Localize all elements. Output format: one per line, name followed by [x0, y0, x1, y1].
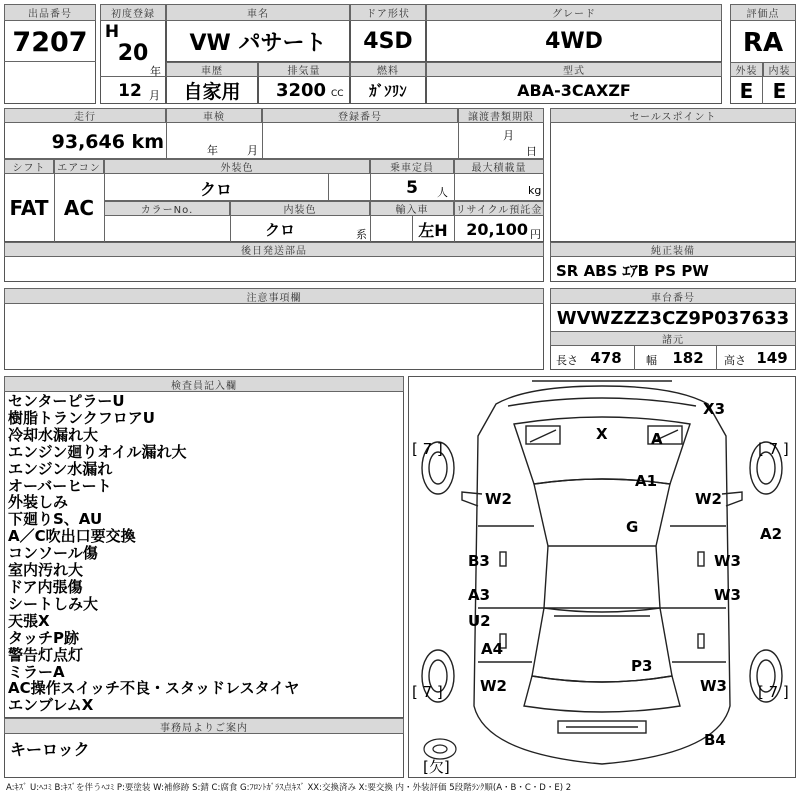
year-unit: 年 [150, 65, 161, 78]
mileage: 93,646 km [51, 131, 164, 153]
model-label: 型式 [426, 62, 722, 77]
mark-a4: A4 [481, 640, 504, 658]
shift: FAT [9, 196, 49, 220]
ext-grade: E [739, 78, 754, 103]
note-item: エンブレムX [8, 696, 94, 715]
damage-code-legend: A:ｷｽﾞ U:ﾍｺﾐ B:ｷｽﾞを伴うﾍｺﾐ P:要塗装 W:補修跡 S:錆 C:腐食 G:ﾌﾛﾝﾄｶﾞﾗｽ点ｷｽﾞ XX:交換済み X:要交換 内・外装評価 5段階ﾗﾝｸ順(A・B・C・D・E) 2 [6, 783, 572, 793]
tread-front-right: [ 7 ] [758, 440, 789, 458]
divider [100, 76, 166, 77]
later-parts-label: 後日発送部品 [4, 242, 544, 257]
displacement-unit: CC [331, 89, 344, 99]
int-color: クロ [264, 220, 295, 239]
recycle-fee: 20,100 [466, 219, 528, 239]
note-item: 外装しみ [8, 493, 69, 512]
divider [230, 216, 231, 242]
mark-g: G [626, 518, 639, 536]
capacity: 5 [406, 178, 418, 198]
recycle-unit: 円 [530, 228, 541, 241]
load-unit: kg [528, 184, 542, 197]
mark-w2-fr: W2 [695, 490, 722, 508]
divider [454, 216, 455, 242]
transfer-day-unit: 日 [526, 145, 537, 158]
car-name-label: 車名 [166, 4, 350, 21]
divider [634, 346, 635, 370]
length: 478 [590, 349, 622, 367]
history: 自家用 [183, 81, 241, 103]
mark-a: A [651, 430, 663, 448]
transfer-label: 譲渡書類期限 [458, 108, 544, 123]
note-item: 天張X [8, 611, 50, 630]
note-item: AC操作スイッチ不良・スタッドレスタイヤ [8, 679, 300, 698]
height: 149 [756, 349, 788, 367]
grade-label: グレード [426, 4, 722, 21]
mark-p3: P3 [631, 657, 653, 675]
note-item: ミラーA [8, 662, 65, 681]
displacement-label: 排気量 [258, 62, 350, 77]
inspection-month-unit: 月 [247, 144, 258, 157]
ac-label: エアコン [54, 159, 104, 174]
color-no-label: カラーNo. [104, 201, 230, 216]
ext-grade-label: 外装 [730, 62, 763, 77]
era: H [104, 22, 120, 42]
office-text: キーロック [10, 739, 90, 759]
mark-b3: B3 [468, 552, 490, 570]
capacity-label: 乗車定員 [370, 159, 454, 174]
inspection-label: 車検 [166, 108, 262, 123]
dims-label: 諸元 [550, 331, 796, 346]
note-item: エンジン水漏れ [8, 459, 113, 478]
mark-w3-fr: W3 [714, 552, 741, 570]
spare-tire-status: [欠] [423, 758, 450, 776]
options: SR ABS ｴｱB PS PW [556, 261, 709, 280]
note-item: タッチP跡 [8, 628, 79, 647]
reg-year: 20 [117, 40, 149, 66]
inspector-notes [8, 393, 398, 714]
import-steering: 左H [418, 220, 448, 240]
mark-x3: X3 [703, 400, 726, 418]
note-item: ドア内張傷 [8, 577, 83, 596]
model-code: ABA-3CAXZF [517, 81, 631, 100]
lot-number: 7207 [12, 26, 88, 58]
mileage-label: 走行 [4, 108, 166, 123]
tread-rear-left: [ 7 ] [412, 683, 443, 701]
note-item: 樹脂トランクフロアU [8, 408, 155, 427]
fuel: ｶﾞｿﾘﾝ [369, 82, 407, 100]
tread-rear-right: [ 7 ] [758, 683, 789, 701]
divider [166, 123, 167, 158]
inspection-year-unit: 年 [207, 144, 218, 157]
recycle-label: リサイクル預託金 [454, 201, 544, 216]
int-grade-label: 内装 [763, 62, 796, 77]
fuel-label: 燃料 [350, 62, 426, 77]
height-label: 高さ [724, 354, 746, 367]
month-unit: 月 [149, 89, 160, 102]
divider [4, 61, 96, 62]
car-name: VW パサート [189, 30, 327, 56]
sales-point-box [550, 108, 796, 242]
divider [458, 123, 459, 158]
note-item: A／C吹出口要交換 [8, 527, 136, 546]
options-label: 純正装備 [550, 242, 796, 257]
transfer-month-unit: 月 [503, 129, 514, 142]
grade: 4WD [545, 28, 603, 54]
reg-month: 12 [118, 81, 142, 101]
history-label: 車歴 [166, 62, 258, 77]
note-item: センターピラーU [8, 392, 125, 410]
int-grade: E [772, 78, 787, 103]
note-item: 冷却水漏れ大 [8, 425, 99, 444]
import-label: 輸入車 [370, 201, 454, 216]
note-item: エンジン廻りオイル漏れ大 [8, 442, 187, 461]
chassis-label: 車台番号 [550, 288, 796, 304]
chassis-number: WVWZZZ3CZ9P037633 [556, 307, 790, 329]
int-color-label: 内装色 [230, 201, 370, 216]
divider [328, 174, 329, 200]
mark-x: X [596, 425, 608, 443]
door-type: 4SD [363, 28, 413, 54]
mark-w2-fl: W2 [485, 490, 512, 508]
divider [454, 174, 455, 200]
caution-label: 注意事項欄 [4, 288, 544, 304]
mark-u2: U2 [468, 612, 491, 630]
ext-color: クロ [199, 179, 232, 199]
divider [716, 346, 717, 370]
tread-front-left: [ 7 ] [412, 440, 443, 458]
mark-a3: A3 [468, 586, 491, 604]
score: RA [742, 28, 784, 58]
mark-a1: A1 [635, 472, 658, 490]
divider [262, 123, 263, 158]
mark-b4: B4 [704, 731, 726, 749]
mark-w3-mr: W3 [714, 586, 741, 604]
score-label: 評価点 [730, 4, 796, 21]
int-color-suffix: 系 [356, 228, 367, 241]
note-item: コンソール傷 [8, 544, 98, 563]
inspector-label: 検査員記入欄 [4, 376, 404, 392]
note-item: 警告灯点灯 [8, 645, 84, 664]
sales-point-label: セールスポイント [550, 108, 796, 123]
capacity-unit: 人 [437, 186, 448, 199]
reg-no-label: 登録番号 [262, 108, 458, 123]
mark-w2-rl: W2 [480, 677, 507, 695]
first-reg-label: 初度登録 [100, 4, 166, 21]
shift-label: シフト [4, 159, 54, 174]
displacement: 3200 [275, 80, 327, 101]
note-item: 室内汚れ大 [8, 561, 84, 580]
width-label: 幅 [646, 354, 657, 367]
ac: AC [63, 196, 95, 220]
load-label: 最大積載量 [454, 159, 544, 174]
note-item: オーバーヒート [8, 476, 112, 495]
note-item: シートしみ大 [8, 594, 99, 613]
lot-no-label: 出品番号 [4, 4, 96, 21]
length-label: 長さ [556, 354, 578, 367]
mark-w3-rr: W3 [700, 677, 727, 695]
door-label: ドア形状 [350, 4, 426, 21]
office-label: 事務局よりご案内 [4, 718, 404, 734]
ext-color-label: 外装色 [104, 159, 370, 174]
note-item: 下廻りS、AU [8, 510, 103, 529]
mark-a2: A2 [760, 525, 783, 543]
width: 182 [672, 349, 704, 367]
